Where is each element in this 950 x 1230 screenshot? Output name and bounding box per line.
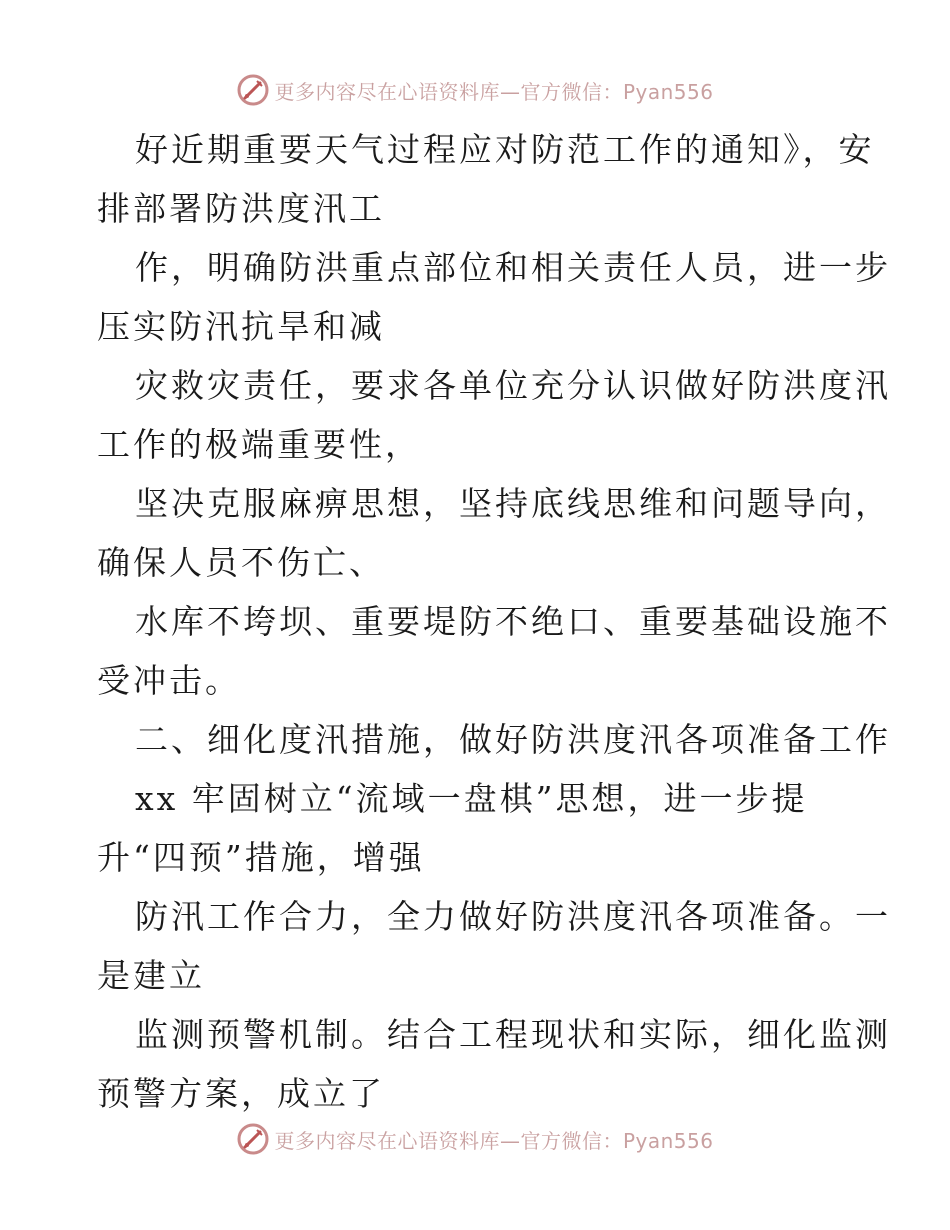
text-line: 排部署防洪度汛工 (97, 189, 385, 228)
text-line: 防汛工作合力，全力做好防洪度汛各项准备。一 (135, 897, 891, 936)
document-body (97, 120, 891, 1123)
text-line: 工作的极端重要性， (97, 425, 421, 464)
text-line: 监测预警机制。结合工程现状和实际，细化监测 (135, 1015, 891, 1054)
header-watermark (0, 68, 950, 112)
text-line: 好近期重要天气过程应对防范工作的通知》，安 (135, 130, 875, 169)
text-line: 坚决克服麻痹思想，坚持底线思维和问题导向， (135, 484, 891, 523)
text-line: 确保人员不伤亡、 (97, 543, 385, 582)
text-line: 水库不垮坝、重要堤防不绝口、重要基础设施不 (135, 602, 891, 641)
watermark-text: 更多内容尽在心语资料库—官方微信：Pyan556 (274, 1128, 714, 1153)
text-line: 压实防汛抗旱和减 (97, 307, 385, 346)
footer-watermark (0, 1117, 950, 1161)
section-heading: 二、细化度汛措施，做好防洪度汛各项准备工作 (135, 720, 891, 759)
brand-logo-icon (236, 73, 270, 107)
watermark-text: 更多内容尽在心语资料库—官方微信：Pyan556 (274, 79, 714, 104)
text-line: 升“四预”措施，增强 (97, 838, 425, 877)
text-line: xx 牢固树立“流域一盘棋”思想，进一步提 (135, 779, 808, 818)
brand-logo-icon (236, 1122, 270, 1156)
text-line: 是建立 (97, 956, 205, 995)
text-line: 预警方案，成立了 (97, 1074, 385, 1113)
text-line: 灾救灾责任，要求各单位充分认识做好防洪度汛 (135, 366, 891, 405)
text-line: 受冲击。 (97, 661, 241, 700)
text-line: 作，明确防洪重点部位和相关责任人员，进一步 (135, 248, 891, 287)
